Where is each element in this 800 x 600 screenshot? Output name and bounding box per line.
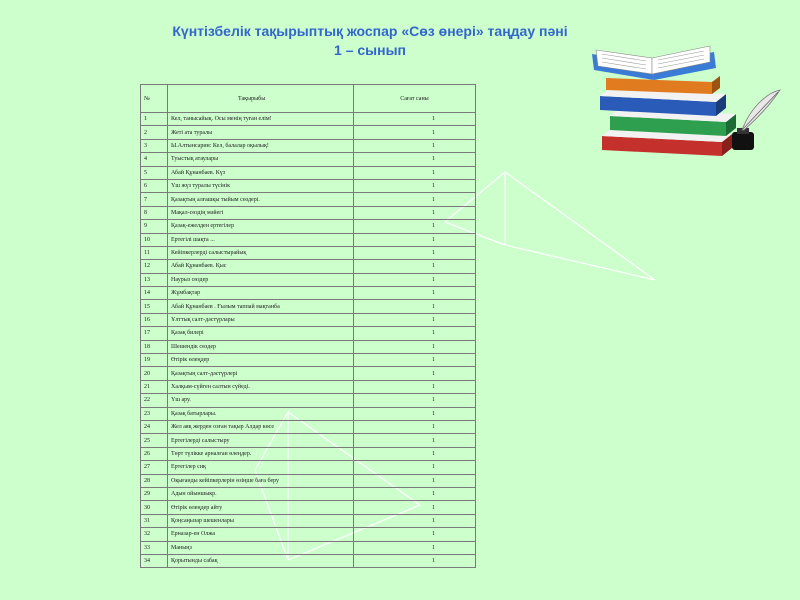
table-row [141,420,476,433]
row-number: 26 [141,447,168,460]
row-hours: 1 [354,554,476,567]
row-hours: 1 [354,514,476,527]
row-topic: Жұмбақтар [168,287,354,300]
table-row [141,233,476,246]
header-hours: Сағат саны [354,85,476,113]
table-row [141,153,476,166]
row-number: 33 [141,541,168,554]
row-hours: 1 [354,394,476,407]
row-topic: Қазақ-ежелден ертегілер [168,220,354,233]
table-row [141,394,476,407]
row-hours: 1 [354,434,476,447]
table-row [141,367,476,380]
row-number: 1 [141,113,168,126]
row-topic: Өтірік өлеңдер айту [168,501,354,514]
table-row [141,354,476,367]
header-topic: Тақырыбы [168,85,354,113]
row-topic: Ертегілер сиқ [168,461,354,474]
row-topic: Адын ойыншыкр. [168,487,354,500]
row-topic: Ертегілі шақта ... [168,233,354,246]
stack-of-books-icon [582,24,782,164]
row-hours: 1 [354,474,476,487]
table-row [141,206,476,219]
row-hours: 1 [354,407,476,420]
row-number: 23 [141,407,168,420]
table-row [141,327,476,340]
row-topic: Қоңсаңызар шешенлары [168,514,354,527]
row-hours: 1 [354,287,476,300]
row-topic: Ертегілерді салыстыру [168,434,354,447]
row-number: 29 [141,487,168,500]
table-row [141,487,476,500]
row-topic: Қазақ билері [168,327,354,340]
row-hours: 1 [354,300,476,313]
row-number: 17 [141,327,168,340]
row-number: 31 [141,514,168,527]
row-hours: 1 [354,340,476,353]
row-topic: Ы.Алтынсарин: Кел, балалар оқылық! [168,139,354,152]
table-row [141,541,476,554]
row-hours: 1 [354,327,476,340]
row-hours: 1 [354,528,476,541]
row-hours: 1 [354,246,476,259]
row-hours: 1 [354,380,476,393]
row-topic: Қазақтың алғашқы тыйым сөздері. [168,193,354,206]
row-number: 12 [141,260,168,273]
table-body [141,113,476,568]
row-topic: Маныңз [168,541,354,554]
table-row [141,380,476,393]
row-number: 11 [141,246,168,259]
row-number: 14 [141,287,168,300]
row-number: 5 [141,166,168,179]
row-hours: 1 [354,139,476,152]
row-topic: Кейіпкерлерді салыстырайық [168,246,354,259]
row-number: 6 [141,179,168,192]
row-topic: Үш жүз туралы түсінік [168,179,354,192]
row-number: 7 [141,193,168,206]
table-row [141,287,476,300]
row-number: 28 [141,474,168,487]
row-number: 19 [141,354,168,367]
row-hours: 1 [354,166,476,179]
row-topic: Халқым-сүйген салтын сүйеді. [168,380,354,393]
table-row [141,220,476,233]
row-hours: 1 [354,220,476,233]
table-row [141,514,476,527]
row-number: 3 [141,139,168,152]
table-row [141,113,476,126]
row-number: 34 [141,554,168,567]
row-topic: Жеті ата туралы [168,126,354,139]
row-topic: Абай Құнанбаев. Күз [168,166,354,179]
row-number: 15 [141,300,168,313]
row-hours: 1 [354,273,476,286]
row-topic: Абай Құнанбаев. Қыс [168,260,354,273]
row-number: 13 [141,273,168,286]
row-hours: 1 [354,541,476,554]
row-hours: 1 [354,113,476,126]
row-topic: Ерназар-ен Олжа [168,528,354,541]
row-topic: Мақал-сөздің мәйегі [168,206,354,219]
plan-table [140,84,476,568]
row-topic: Туыстық атаулары [168,153,354,166]
table-row [141,407,476,420]
row-hours: 1 [354,233,476,246]
table-row [141,554,476,567]
row-topic: Кел, танысайық. Осы менің туған елім! [168,113,354,126]
row-number: 2 [141,126,168,139]
row-hours: 1 [354,260,476,273]
table-row [141,300,476,313]
row-topic: Оқығанды кейіпкерлерін өзіңше баға беру [168,474,354,487]
row-topic: Үш ару. [168,394,354,407]
row-number: 25 [141,434,168,447]
row-hours: 1 [354,367,476,380]
table-header-row [141,85,476,113]
row-number: 20 [141,367,168,380]
row-topic: Қазақ батырлары. [168,407,354,420]
table-row [141,474,476,487]
row-topic: Наурыз сөздер [168,273,354,286]
table-row [141,434,476,447]
row-hours: 1 [354,313,476,326]
table-row [141,246,476,259]
table-row [141,501,476,514]
row-number: 24 [141,420,168,433]
row-topic: Ұлттық салт-дәстүрлары [168,313,354,326]
row-number: 21 [141,380,168,393]
row-number: 18 [141,340,168,353]
row-hours: 1 [354,447,476,460]
row-hours: 1 [354,487,476,500]
table-row [141,126,476,139]
row-number: 16 [141,313,168,326]
row-number: 30 [141,501,168,514]
table-row [141,139,476,152]
row-topic: Шешендік сөздер [168,340,354,353]
row-hours: 1 [354,420,476,433]
table-row [141,340,476,353]
table-row [141,260,476,273]
row-hours: 1 [354,179,476,192]
table-row [141,179,476,192]
row-topic: Қазақтың салт-дәстүрлері [168,367,354,380]
row-topic: Жел аяқ жерден озған тақыр Алдар көсе [168,420,354,433]
row-hours: 1 [354,126,476,139]
row-hours: 1 [354,153,476,166]
table-row [141,313,476,326]
title-line-2: 1 – сынып [334,42,406,58]
table-row [141,166,476,179]
row-hours: 1 [354,193,476,206]
row-number: 9 [141,220,168,233]
row-number: 10 [141,233,168,246]
row-hours: 1 [354,354,476,367]
row-number: 8 [141,206,168,219]
table-row [141,461,476,474]
row-number: 4 [141,153,168,166]
row-number: 22 [141,394,168,407]
header-num: № [141,85,168,113]
row-topic: Өтірік өлеңдер [168,354,354,367]
row-topic: Абай Құнанбаев . Ғылым таппай мақтанба [168,300,354,313]
row-number: 32 [141,528,168,541]
row-number: 27 [141,461,168,474]
title-line-1: Күнтізбелік тақырыптық жоспар «Сөз өнері» таңдау пәні [172,23,568,39]
row-hours: 1 [354,206,476,219]
row-topic: Қорытынды сабақ [168,554,354,567]
row-topic: Төрт түлікке арналған өлеңдер. [168,447,354,460]
quill-inkwell-icon [732,90,780,150]
row-hours: 1 [354,461,476,474]
table-row [141,273,476,286]
row-hours: 1 [354,501,476,514]
table-row [141,447,476,460]
table-row [141,528,476,541]
table-row [141,193,476,206]
